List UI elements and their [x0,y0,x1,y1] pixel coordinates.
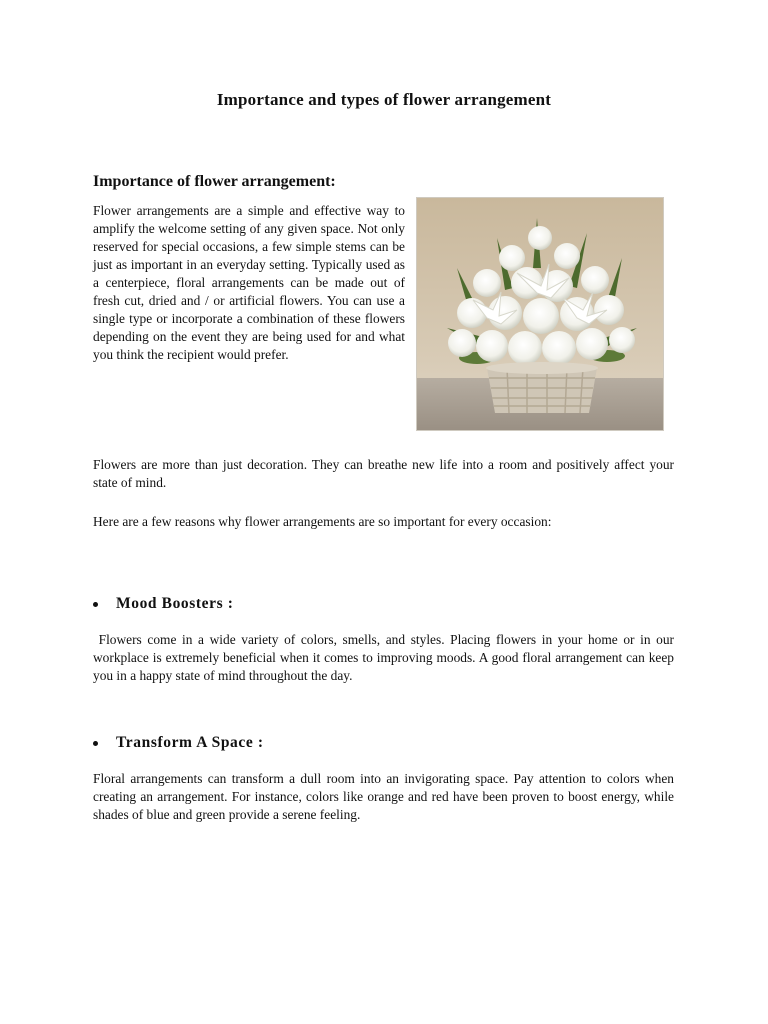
intro-paragraph: Flower arrangements are a simple and effective way to amplify the welcome setting of any given space. Not only reserved for special occasions, a few simple stems can be just as important in an everyday setting. Typically used as a centerpiece, floral arrangements can be made out of fresh cut, dried and / or artificial flowers. You can use a single type or incorporate a combination of these flowers depending on the event they are being used for and what you think the recipient would prefer. [93,203,405,362]
section-heading: Importance of flower arrangement: [93,173,336,190]
flower-basket-image [416,197,664,431]
bullet-heading-mood-boosters [93,595,234,613]
transform-space-paragraph: Floral arrangements can transform a dull room into an invigorating space. Pay attention to colors when creating an arrangement. For instance, colors like orange and red have been proven to boost energy, while shades of blue and green provide a serene feeling. [93,771,674,822]
decoration-paragraph: Flowers are more than just decoration. They can breathe new life into a room and positively affect your state of mind. [93,457,674,490]
bullet-heading-text: Mood Boosters : [116,595,234,612]
mood-boosters-paragraph: Flowers come in a wide variety of colors, smells, and styles. Placing flowers in your home or in our workplace is extremely beneficial when it comes to improving moods. A good floral arrangement can keep you in a happy state of mind throughout the day. [93,632,678,683]
document-title: Importance and types of flower arrangement [216,90,552,109]
bullet-icon [93,602,98,607]
bullet-icon [93,741,98,746]
bullet-heading-transform-space [93,734,264,752]
reasons-paragraph: Here are a few reasons why flower arrangements are so important for every occasion: [93,514,552,529]
bullet-heading-text: Transform A Space : [116,734,264,751]
